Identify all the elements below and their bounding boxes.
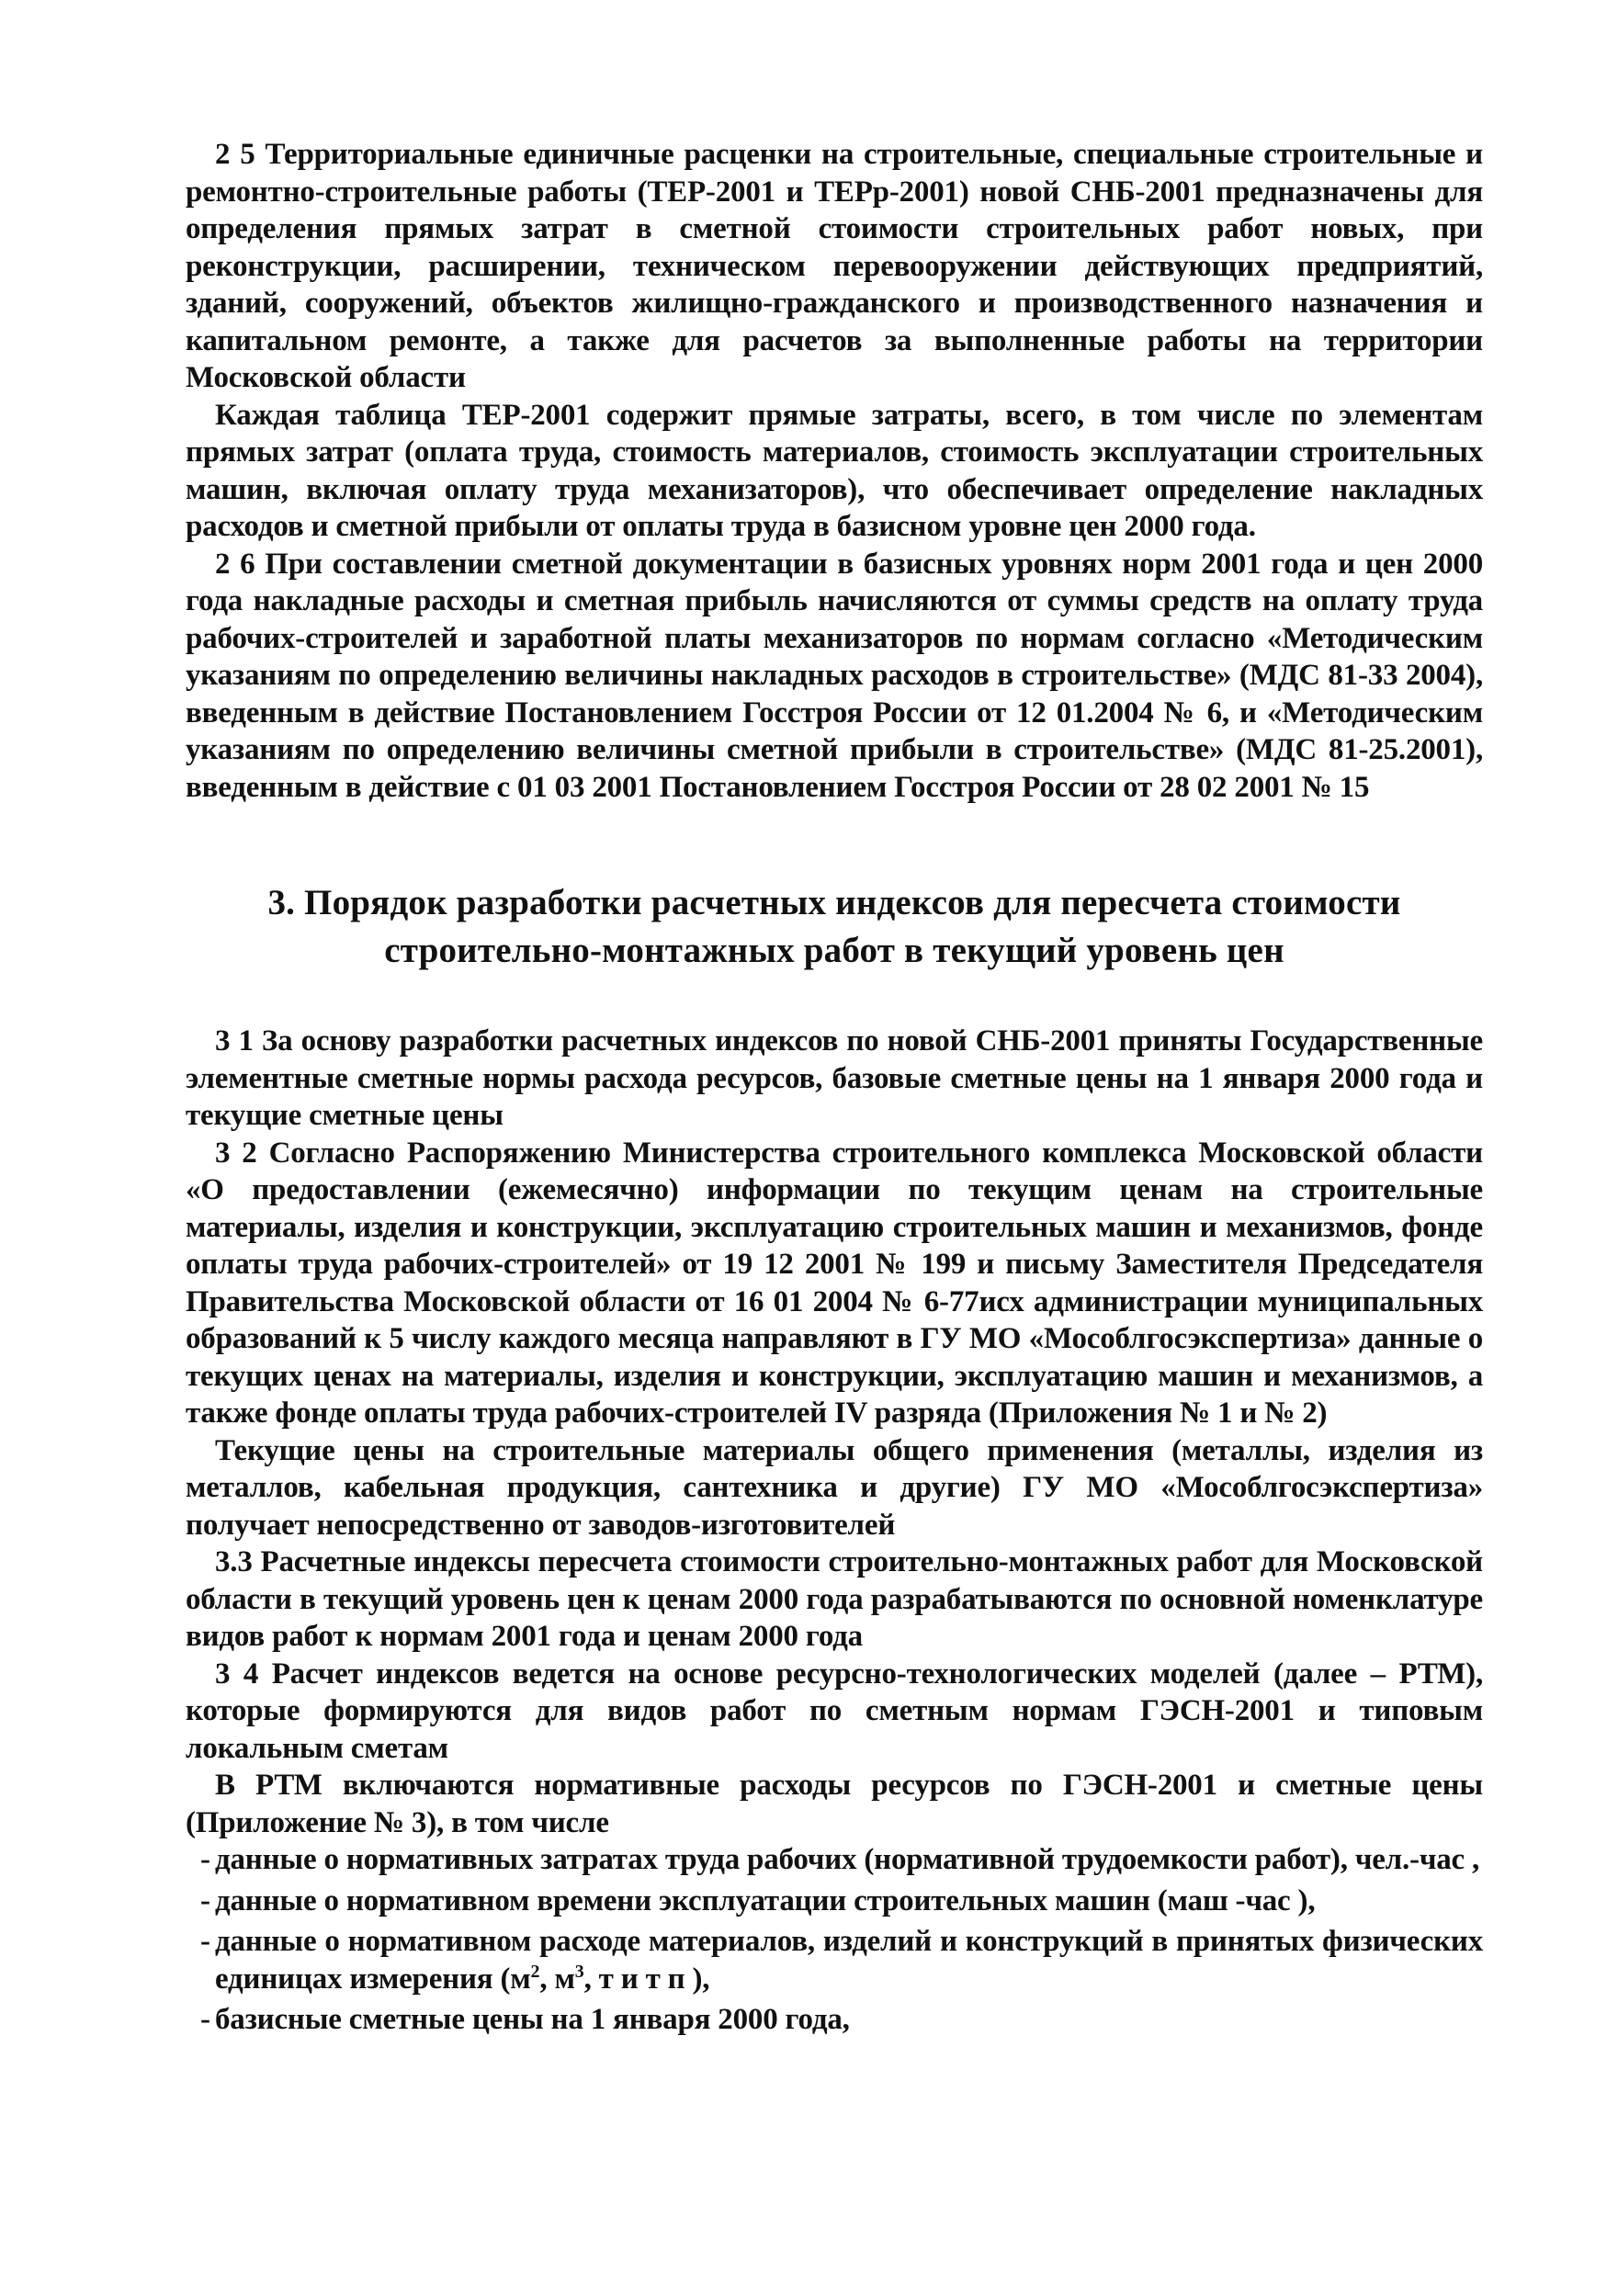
list-item <box>186 1923 1483 1997</box>
superscript-3: 3 <box>574 1961 584 1982</box>
paragraph-current-prices: Текущие цены на строительные материалы общего применения (металлы, изделия из металлов, кабельная продукция, сантехника и другие) ГУ МО «Мособлгосэкспертиза» получает непосредственно от заводов-изготовителей <box>186 1433 1483 1542</box>
bullet-dash: - <box>200 1843 210 1876</box>
list-item-text: базисные сметные цены на 1 января 2000 года, <box>215 2003 850 2036</box>
section-3-heading-line1: 3. Порядок разработки расчетных индексов для пересчета стоимости <box>267 883 1401 922</box>
rtm-items-list <box>186 1841 1483 2039</box>
list-item <box>186 1883 1483 1920</box>
paragraph-rtm: В РТМ включаются нормативные расходы ресурсов по ГЭСН-2001 и сметные цены (Приложение № 3), в том числе <box>186 1769 1483 1839</box>
list-item-text: , т и т п ), <box>583 1962 710 1996</box>
bullet-dash: - <box>200 1883 210 1917</box>
paragraph-3-3: 3.3 Расчетные индексы пересчета стоимости строительно-монтажных работ для Московской области в текущий уровень цен к ценам 2000 года разрабатываются по основной номенклатуре видов работ к нормам 2001 года и ценам 2000 года <box>186 1545 1483 1653</box>
paragraph-3-2: 3 2 Согласно Распоряжению Министерства строительного комплекса Московской области «О предоставлении (ежемесячно) информации по текущим ценам на строительные материалы, изделия и конструкции, эксплуатацию строительных машин и механизмов, фонде оплаты труда рабочих-строителей» от 19 12 2001 № 199 и письму Заместителя Председателя Правительства Московской области от 16 01 2004 № 6-77исх администрации муниципальных образований к 5 числу каждого месяца направляют в ГУ МО «Мособлгосэкспертиза» данные о текущих ценах на материалы, изделия и конструкции, эксплуатацию машин и механизмов, а также фонде оплаты труда рабочих-строителей IV разряда (Приложения № 1 и № 2) <box>186 1136 1483 1430</box>
list-item <box>186 2001 1483 2039</box>
bullet-dash: - <box>200 1925 210 1958</box>
list-item-text: данные о нормативном времени эксплуатации строительных машин (маш -час ), <box>215 1883 1316 1917</box>
superscript-2: 2 <box>530 1961 540 1982</box>
paragraph-3-4: 3 4 Расчет индексов ведется на основе ресурсно-технологических моделей (далее – РТМ), которые формируются для видов работ по сметным нормам ГЭСН-2001 и типовым локальным сметам <box>186 1657 1483 1765</box>
list-item-text: , м <box>539 1962 575 1996</box>
paragraph-2-5: 2 5 Территориальные единичные расценки на строительные, специальные строительные и ремонтно-строительные работы (ТЕР-2001 и ТЕРр-2001) новой СНБ-2001 предназначены для определения прямых затрат в сметной стоимости строительных работ новых, при реконструкции, расширении, техническом перевооружении действующих предприятий, зданий, сооружений, объектов жилищно-гражданского и производственного назначения и капитальном ремонте, а также для расчетов за выполненные работы на территории Московской области <box>186 138 1483 394</box>
paragraph-3-1: 3 1 За основу разработки расчетных индексов по новой СНБ-2001 приняты Государственные элементные сметные нормы расхода ресурсов, базовые сметные цены на 1 января 2000 года и текущие сметные цены <box>186 1024 1483 1132</box>
paragraph-2-6: 2 6 При составлении сметной документации в базисных уровнях норм 2001 года и цен 2000 года накладные расходы и сметная прибыль начисляются от суммы средств на оплату труда рабочих-строителей и заработной платы механизаторов по нормам согласно «Методическим указаниям по определению величины накладных расходов в строительстве» (МДС 81-33 2004), введенным в действие Постановлением Госстроя России от 12 01.2004 № 6, и «Методическим указаниям по определению величины сметной прибыли в строительстве» (МДС 81-25.2001), введенным в действие с 01 03 2001 Постановлением Госстроя России от 28 02 2001 № 15 <box>186 547 1483 804</box>
bullet-dash: - <box>200 2003 210 2036</box>
list-item-text: данные о нормативном расходе материалов, изделий и конструкций в принятых физических единицах измерения (м <box>215 1925 1483 1996</box>
section-3-heading <box>186 879 1483 975</box>
list-item-text: данные о нормативных затратах труда рабочих (нормативной трудоемкости работ), чел.-час , <box>215 1843 1480 1876</box>
list-item <box>186 1841 1483 1879</box>
section-3-heading-line2: строительно-монтажных работ в текущий уровень цен <box>384 931 1284 970</box>
paragraph-ter-table: Каждая таблица ТЕР-2001 содержит прямые затраты, всего, в том числе по элементам прямых затрат (оплата труда, стоимость материалов, стоимость эксплуатации строительных машин, включая оплату труда механизаторов), что обеспечивает определение накладных расходов и сметной прибыли от оплаты труда в базисном уровне цен 2000 года. <box>186 398 1483 543</box>
document-body <box>186 136 1483 2042</box>
